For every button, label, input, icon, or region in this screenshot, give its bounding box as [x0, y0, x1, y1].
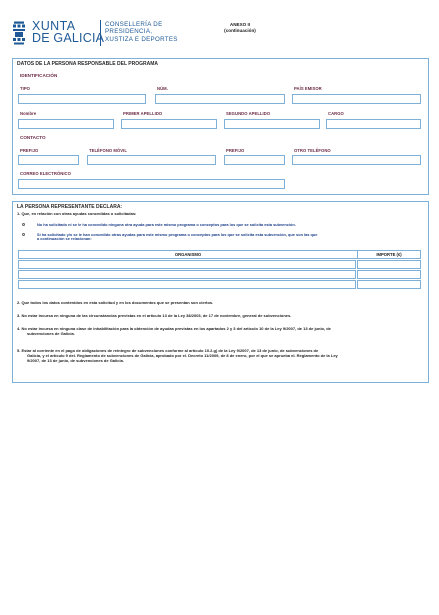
primer-apellido-field[interactable] — [121, 119, 217, 129]
aid-table-header — [18, 250, 421, 259]
correo-label: CORREO ELECTRÓNICO — [20, 171, 71, 176]
dept-line3: XUSTIZA E DEPORTES — [105, 35, 178, 43]
annex-title: ANEXO II — [229, 22, 251, 27]
option-yes-aid-text — [37, 232, 317, 241]
declaration-item-3: 3. No estar incursa en ninguna de las circunstancias previstas en el artículo 13 de la Ley 38/2003, de 17 de noviembre, general de subvenciones. — [17, 313, 292, 318]
importe-cell[interactable] — [357, 260, 421, 269]
declaration-title: LA PERSONA REPRESENTANTE DECLARA: — [17, 204, 123, 210]
importe-cell[interactable] — [357, 270, 421, 279]
declaration-item-1: 1. Que, en relación con otras ayudas concedidas o solicitadas: — [17, 211, 137, 216]
num-field[interactable] — [155, 94, 285, 104]
importe-cell[interactable] — [357, 280, 421, 289]
option-yes-aid-line1: Sí ha solicitado y/o se le han concedido otras ayudas para este mismo programa o conceptos para los que se solicita esta subvención, que son las que — [37, 232, 318, 237]
item5-line3: 9/2007, de 13 de junio, de subvenciones de Galicia. — [27, 358, 124, 364]
item5-line2: Galicia, y el artículo 9 del. Reglamento de subvenciones de Galicia, aprobado por el. Decreto 11/2009, de 8 de enero, por el que se aprueba el. Reglamento de la Ley — [27, 353, 338, 359]
aid-table-row — [18, 280, 421, 289]
identification-heading: IDENTIFICACIÓN — [20, 73, 58, 78]
dept-line1: CONSELLERÍA DE — [105, 21, 163, 28]
responsible-title: DATOS DE LA PERSONA RESPONSABLE DEL PROGRAMA — [17, 61, 159, 67]
otro-telefono-label: OTRO TELÉFONO — [294, 148, 331, 153]
department-name — [105, 21, 178, 43]
logo-divider — [100, 20, 101, 46]
correo-field[interactable] — [18, 179, 285, 189]
prefijo2-label: PREFIJO — [226, 148, 245, 153]
dept-line2: PRESIDENCIA, — [105, 28, 153, 36]
organismo-cell[interactable] — [18, 260, 356, 269]
xunta-logo — [12, 20, 104, 46]
item5-line1: 5. Estar al corriente en el pago de obligaciones de reintegro de subvenciones conforme al artículo 10.2.g) de la Ley 9/2007, de 13 de junio, de subvenciones de — [17, 348, 319, 353]
organismo-cell[interactable] — [18, 280, 356, 289]
item4-line1: 4. No estar incursa en ninguna clase de inhabilitación para la obtención de ayudas previstas en los apartados 2 y 3 del artículo 10 de la Ley 9/2007, de 13 de junio, de — [17, 326, 331, 331]
tipo-label: TIPO — [20, 86, 30, 91]
nombre-label: Nombre — [20, 111, 37, 116]
option-no-aid-text: No ha solicitado ni se le ha concedido ninguna otra ayuda para este mismo programa o conceptos para los que se solicita esta subvención. — [37, 222, 296, 227]
logo-line2: DE GALICIA — [32, 31, 105, 45]
declaration-item-2: 2. Que todos los datos contenidos en esta solicitud y en los documentos que se presentan son ciertos. — [17, 300, 214, 305]
declaration-item-5 — [17, 348, 338, 364]
item4-line2: subvenciones de Galicia. — [27, 331, 75, 337]
contacto-heading: CONTACTO — [20, 135, 46, 140]
cargo-field[interactable] — [326, 119, 421, 129]
prefijo2-field[interactable] — [224, 155, 285, 165]
cargo-label: CARGO — [328, 111, 344, 116]
telefono-movil-label: TELÉFONO MÓVIL — [89, 148, 127, 153]
telefono-movil-field[interactable] — [87, 155, 216, 165]
primer-apellido-label: PRIMER APELLIDO — [123, 111, 163, 116]
otro-telefono-field[interactable] — [292, 155, 421, 165]
galicia-emblem-icon — [12, 21, 26, 45]
segundo-apellido-field[interactable] — [224, 119, 320, 129]
logo-line1: XUNTA — [32, 19, 76, 33]
declaration-item-4 — [17, 326, 331, 336]
aid-table — [18, 250, 421, 289]
organismo-cell[interactable] — [18, 270, 356, 279]
num-label: NÚM. — [157, 86, 168, 91]
pais-emisor-field[interactable] — [292, 94, 421, 104]
annex-subtitle: (continuación) — [224, 28, 256, 33]
nombre-field[interactable] — [18, 119, 114, 129]
col-organismo: ORGANISMO — [19, 251, 358, 258]
segundo-apellido-label: SEGUNDO APELLIDO — [226, 111, 271, 116]
aid-table-row — [18, 270, 421, 279]
option-yes-aid-line2: a continuación se relacionan: — [37, 236, 92, 242]
aid-table-row — [18, 260, 421, 269]
prefijo-field[interactable] — [18, 155, 79, 165]
prefijo-label: PREFIJO — [20, 148, 39, 153]
col-importe: IMPORTE (€) — [376, 252, 402, 257]
pais-emisor-label: PAÍS EMISOR — [294, 86, 322, 91]
tipo-field[interactable] — [18, 94, 146, 104]
